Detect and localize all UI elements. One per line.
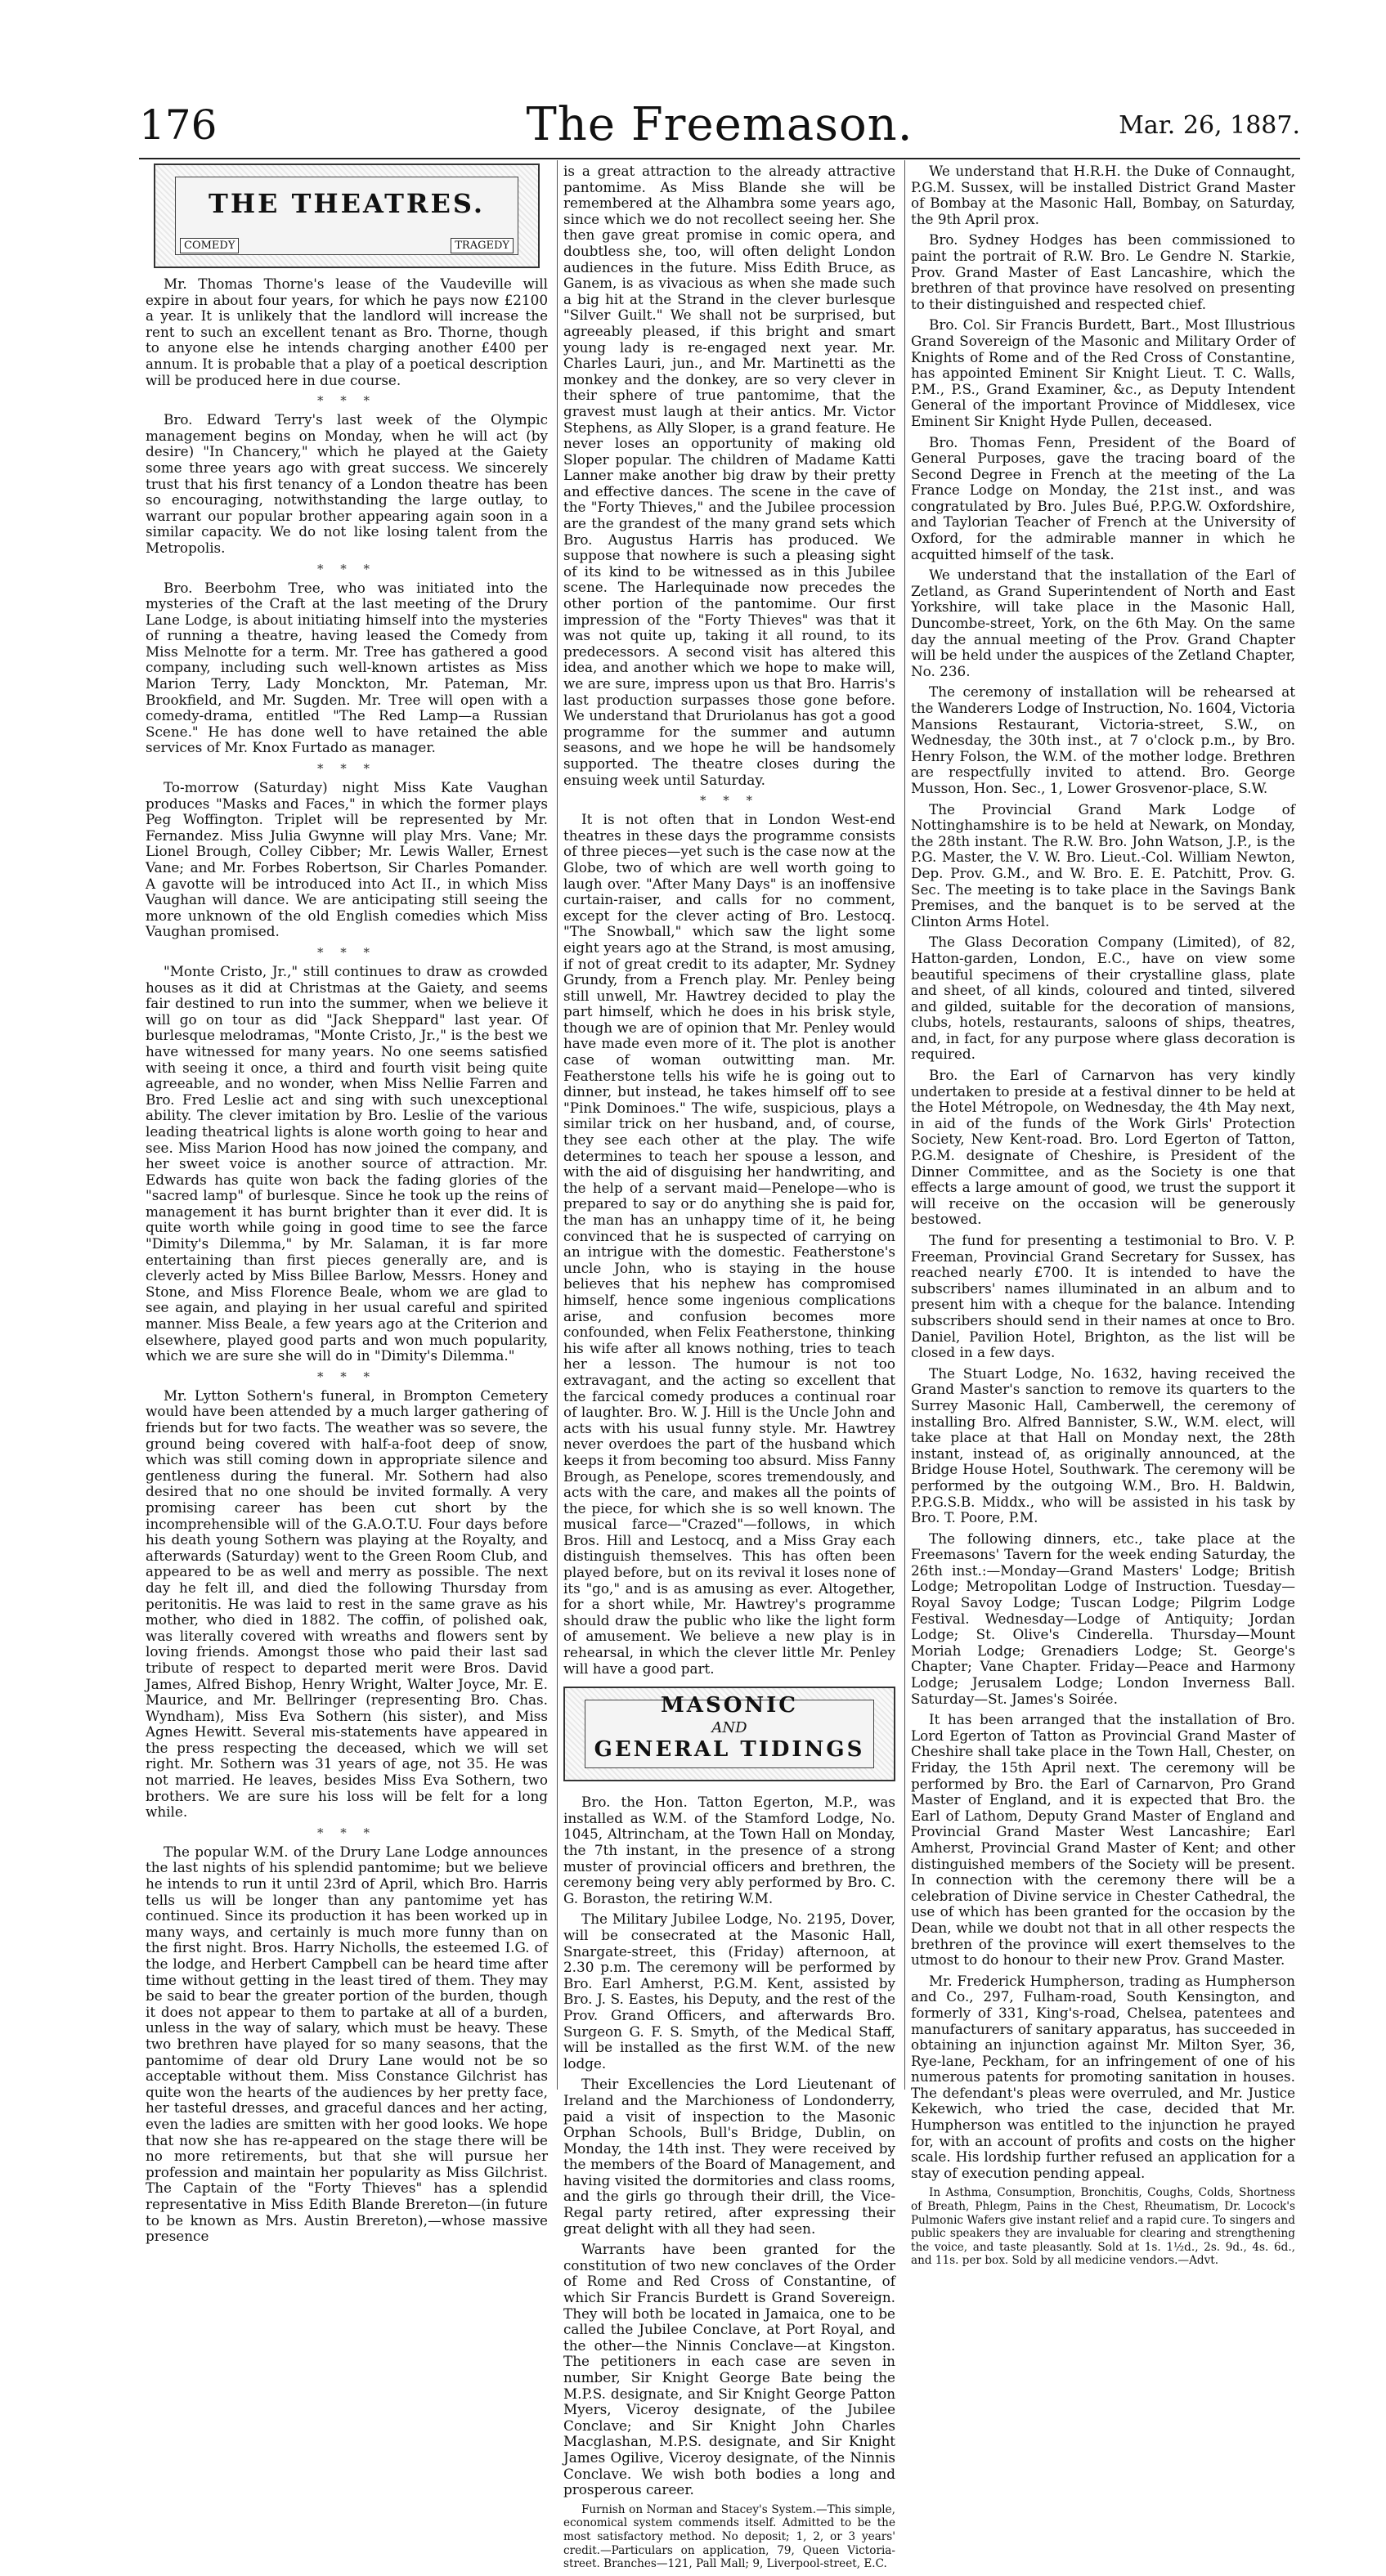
advertisement: In Asthma, Consumption, Bronchitis, Coughs, Colds, Shortness of Breath, Phlegm, Pains in the Chest, Rheumatism, Dr. Locock's Pulmonic Wafers give instant relief and a rapid cure. To singers and public speakers they are invaluable for clearing and strengthening the voice, and taste pleasantly. Sold at 1s. 1½d., 2s. 9d., 4s. 6d., and 11s. per box. Sold by all medicine vendors.—Advt. — [911, 2186, 1295, 2268]
article-paragraph: Mr. Frederick Humpherson, trading as Humpherson and Co., 297, Fulham-road, South Kensington, and formerly of 331, King's-road, Chelsea, patentees and manufacturers of sanitary apparatus, has succeeded in obtaining an injunction against Mr. Milton Syer, 36, Rye-lane, Peckham, for an infringement of one of his numerous patents for promoting sanitation in houses. The defendant's pleas were overruled, and Mr. Justice Kekewich, who tried the case, decided that Mr. Humpherson was entitled to the injunction he prayed for, with an account of profits and costs on the higher scale. His lordship further refused an application for a stay of execution pending appeal. — [911, 1972, 1295, 2181]
article-paragraph: The popular W.M. of the Drury Lane Lodge announces the last nights of his splendid pantomime; but we believe he intends to run it until 23rd of April, which Bro. Harris tells us will be longer than any pantomime yet has continued. Since its production it has been worked up in many ways, and certainly is much more funny than on the first night. Bros. Harry Nicholls, the esteemed I.G. of the lodge, and Herbert Campbell can be heard time after time without getting in the least tired of them. They may be said to bear the greater portion of the burden, though it does not appear to them to partake at all of a burden, unless in the way of salary, which must be heavy. These two brethren have played for so many seasons, that the pantomime of dear old Drury Lane would not be so acceptable without them. Miss Constance Gilchrist has quite won the hearts of the audiences by her pretty face, her tasteful dresses, and graceful dances and her acting, even the ladies are smitten with her good looks. We hope that now she has re-appeared on the stage there will be no more retirements, but that she will pursue her profession and maintain her popularity as Miss Gilchrist. The Captain of the "Forty Thieves" has a splendid representative in Miss Edith Blande Brereton—(in future to be known as Mrs. Austin Brereton),—whose massive presence — [146, 1843, 548, 2245]
article-paragraph: We understand that the installation of the Earl of Zetland, as Grand Superintendent of North and East Yorkshire, will take place in the Masonic Hall, Duncombe-street, York, on the 6th May. On the same day the annual meeting of the Prov. Grand Chapter will be held under the auspices of the Zetland Chapter, No. 236. — [911, 567, 1295, 679]
article-paragraph: Mr. Thomas Thorne's lease of the Vaudeville will expire in about four years, for which he pays now £2100 a year. It is unlikely that the landlord will increase the rent to such an excellent tenant as Bro. Thorne, though to anyone else he intends charging another £400 per annum. It is probable that a play of a poetical description will be produced here in due course. — [146, 276, 548, 388]
section-separator: * * * — [316, 393, 377, 409]
theatres-heading: THE THEATRES. — [209, 188, 485, 219]
article-paragraph: Bro. Edward Terry's last week of the Olympic management begins on Monday, when he will act (by desire) "In Chancery," which he played at the Gaiety some three years ago with great success. We sincerely trust that his first tenancy of a London theatre has been so encouraging, notwithstanding the large outlay, to warrant our popular brother appearing again soon in a similar capacity. We do not like losing talent from the Metropolis. — [146, 411, 548, 556]
column-2 — [563, 164, 895, 2576]
article-paragraph: Bro. Col. Sir Francis Burdett, Bart., Most Illustrious Grand Sovereign of the Masonic and Military Order of Knights of Rome and of the Red Cross of Constantine, has appointed Eminent Sir Knight Lieut. T. C. Walls, P.M., P.S., Grand Examiner, &c., as Deputy Intendent General of the important Province of Middlesex, vice Eminent Sir Knight Hyde Pullen, deceased. — [911, 316, 1295, 429]
article-paragraph: To-morrow (Saturday) night Miss Kate Vaughan produces "Masks and Faces," in which the former plays Peg Woffington. Triplet will be represented by Mr. Fernandez. Miss Julia Gwynne will play Mrs. Vane; Mr. Lionel Brough, Colley Cibber; Mr. Lewis Waller, Ernest Vane; and Mr. Forbes Robertson, Sir Charles Pomander. A gavotte will be introduced into Act II., in which Miss Vaughan will dance. We are anticipating still seeing the more unknown of the old English comedies which Miss Vaughan promised. — [146, 779, 548, 940]
issue-date: Mar. 26, 1887. — [1119, 111, 1300, 140]
article-paragraph: Warrants have been granted for the constitution of two new conclaves of the Order of Rome and Red Cross of Constantine, of which Sir Francis Burdett is Grand Sovereign. They will both be located in Jamaica, one to be called the Jubilee Conclave, at Port Royal, and the other—the Ninnis Conclave—at Kingston. The petitioners in each case are seven in number, Sir Knight George Bate being the M.P.S. designate, and Sir Knight George Patton Myers, Viceroy designate, of the Jubilee Conclave; and Sir Knight John Charles Macglashan, M.P.S. designate, and Sir Knight James Ogilive, Viceroy designate, of the Ninnis Conclave. We wish both bodies a long and prosperous career. — [563, 2241, 895, 2498]
column-divider — [557, 160, 558, 2090]
newspaper-title: The Freemason. — [526, 98, 913, 151]
section-separator: * * * — [316, 944, 377, 960]
section-separator: * * * — [699, 793, 760, 809]
article-paragraph: Bro. Thomas Fenn, President of the Board of General Purposes, gave the tracing board of the Second Degree in French at the meeting of the La France Lodge on Monday, the 21st inst., and was congratulated by Bro. Jules Bué, P.P.G.W. Oxfordshire, and Taylorian Teacher of French at the University of Oxford, for the admirable manner in which he acquitted himself of the task. — [911, 433, 1295, 562]
masonic-tidings-ornament — [563, 1687, 895, 1781]
article-paragraph: The Stuart Lodge, No. 1632, having received the Grand Master's sanction to remove its quarters to the Surrey Masonic Hall, Camberwell, the ceremony of installing Bro. Alfred Bannister, S.W., W.M. elect, will take place at that Hall on Monday next, the 28th instant, instead of, as originally announced, at the Bridge House Hotel, Southwark. The ceremony will be performed by the outgoing W.M., Bro. H. Baldwin, P.P.G.S.B. Middx., who will be assisted in his task by Bro. T. Poore, P.M. — [911, 1364, 1295, 1526]
article-paragraph: Bro. Sydney Hodges has been commissioned to paint the portrait of R.W. Bro. Le Gendre N. Starkie, Prov. Grand Master of East Lancashire, which the brethren of that province have resolved on presenting to their distinguished and respected chief. — [911, 231, 1295, 312]
advertisement: Furnish on Norman and Stacey's System.—This simple, economical system commends itself. Admitted to be the most satisfactory method. No deposit; 1, 2, or 3 years' credit.—Particulars on application, 79, Queen Victoria-street. Branches—121, Pall Mall; 9, Liverpool-street, E.C. — [563, 2502, 895, 2571]
theatres-ornament — [154, 164, 540, 268]
section-separator: * * * — [316, 1825, 377, 1840]
article-paragraph: The following dinners, etc., take place at the Freemasons' Tavern for the week ending Saturday, the 26th inst.:—Monday—Grand Masters' Lodge; British Lodge; Metropolitan Lodge of Instruction. Tuesday—Royal Savoy Lodge; Tuscan Lodge; Pilgrim Lodge Festival. Wednesday—Lodge of Antiquity; Jordan Lodge; St. Olive's Cinderella. Thursday—Mount Moriah Lodge; Grenadiers Lodge; St. George's Chapter; Vane Chapter. Friday—Peace and Harmony Lodge; Jerusalem Lodge; London Inverness Ball. Saturday—St. James's Soirée. — [911, 1530, 1295, 1707]
article-paragraph: "Monte Cristo, Jr.," still continues to draw as crowded houses as it did at Christmas at the Gaiety, and seems fair destined to run into the summer, when we believe it will go on tour as did "Jack Sheppard" last year. Of burlesque melodramas, "Monte Cristo, Jr.," is the best we have witnessed for many years. No one seems satisfied with seeing it once, a third and fourth visit being quite agreeable, and no wonder, when Miss Nellie Farren and Bro. Fred Leslie act and sing with such unexceptional ability. The clever imitation by Bro. Leslie of the various leading theatrical lights is alone worth going to hear and see. Miss Marion Hood has now joined the company, and her sweet voice is another source of attraction. Mr. Edwards has quite won back the fading glories of the "sacred lamp" of burlesque. Since he took up the reins of management it has burnt brighter than it ever did. It is quite worth while going in good time to see the farce "Dimity's Dilemma," by Mr. Salaman, it is far more entertaining than first pieces generally are, and is cleverly acted by Miss Billee Barlow, Messrs. Honey and Stone, and Miss Florence Beale, whom we are glad to see again, and playing in her usual careful and spirited manner. Miss Beale, a few years ago at the Criterion and elsewhere, played good parts and won much popularity, which we are sure she will do in "Dimity's Dilemma." — [146, 962, 548, 1364]
general-tidings-heading: GENERAL TIDINGS — [594, 1737, 865, 1763]
column-3 — [911, 164, 1295, 2273]
article-paragraph: The Glass Decoration Company (Limited), of 82, Hatton-garden, London, E.C., have on view some beautiful specimens of their crystalline glass, plate and sheet, of all kinds, coloured and tinted, silvered and gilded, suitable for the decoration of mansions, clubs, hotels, restaurants, saloons of ships, theatres, and, in fact, for any purpose where glass decoration is required. — [911, 934, 1295, 1063]
article-paragraph: It has been arranged that the installation of Bro. Lord Egerton of Tatton as Provincial Grand Master of Cheshire shall take place in the Town Hall, Chester, on Friday, the 15th April next. The ceremony will be performed by Bro. the Earl of Carnarvon, Pro Grand Master of England, and it is expected that Bro. the Earl of Lathom, Deputy Grand Master of England and Provincial Grand Master West Lancashire; Earl Amherst, Provincial Grand Master of Kent; and other distinguished members of the Society will be present. In connection with the ceremony there will be a celebration of Divine service in Chester Cathedral, the use of which has been granted for the occasion by the Dean, while we doubt not that in all other respects the brethren of the province will exert themselves to the utmost to do honour to their new Prov. Grand Master. — [911, 1711, 1295, 1969]
article-paragraph: Mr. Lytton Sothern's funeral, in Brompton Cemetery would have been attended by a much larger gathering of friends but for two facts. The weather was so severe, the ground being covered with half-a-foot deep of snow, which was still coming down in appropriate silence and gentleness during the funeral. Mr. Sothern had also desired that no one should be invited formally. A very promising career has been cut short by the incomprehensible will of the G.A.O.T.U. Four days before his death young Sothern was playing at the Royalty, and afterwards (Saturday) went to the Green Room Club, and appeared to be as well and merry as possible. The next day he felt ill, and died the following Thursday from peritonitis. He was laid to rest in the same grave as his mother, who died in 1882. The coffin, of polished oak, was literally covered with wreaths and flowers sent by loving friends. Amongst those who paid their last sad tribute of respect to departed merit were Bros. David James, Alfred Bishop, Henry Wright, Walter Joyce, Mr. E. Maurice, and Mr. Bellringer (representing Bro. Chas. Wyndham), Miss Eva Sothern (his sister), and Miss Agnes Hewitt. Several mis-statements have appeared in the press respecting the deceased, which we will set right. Mr. Sothern was 31 years of age, not 35. He was not married. He leaves, besides Miss Eva Sothern, two brothers. We are sure his loss will be felt for a long while. — [146, 1387, 548, 1821]
tragedy-label: TRAGEDY — [451, 238, 514, 253]
article-paragraph: is a great attraction to the already attractive pantomime. As Miss Blande she will be remembered at the Alhambra some years ago, since which we do not recollect seeing her. She then gave great promise in comic opera, and doubtless she, too, will often delight London audiences in the future. Miss Edith Bruce, as Ganem, is as vivacious as when she made such a big hit at the Strand in the clever burlesque "Silver Guilt." We shall not be surprised, but agreeably pleased, if this bright and smart young lady is re-engaged next year. Mr. Charles Lauri, jun., and Mr. Martinetti as the monkey and the donkey, are so very clever in their sphere of true pantomime, that the gravest must laugh at their antics. Mr. Victor Stephens, as Ally Sloper, is a grand feature. He never loses an opportunity of making old Sloper popular. The children of Madame Katti Lanner make another big draw by their pretty and effective dances. The scene in the cave of the "Forty Thieves," and the Jubilee procession are the grandest of the many grand sets which Bro. Augustus Harris has produced. We suppose that nowhere is such a pleasing sight of its kind to be witnessed as in this Jubilee scene. The Harlequinade now precedes the other portion of the pantomime. Our first impression of the "Forty Thieves" was that it was not quite up, taking it all round, to its predecessors. A second visit has altered this idea, and another which we hope to make will, we are sure, impress upon us that Bro. Harris's last production surpasses those gone before. We understand that Druriolanus has got a good programme for the summer and autumn seasons, and we hope he will be handsomely supported. The theatre closes during the ensuing week until Saturday. — [563, 163, 895, 788]
comedy-label: COMEDY — [180, 238, 239, 253]
column-divider — [904, 160, 905, 2090]
masonic-heading: MASONIC — [661, 1693, 798, 1718]
article-paragraph: It is not often that in London West-end theatres in these days the programme consists of three pieces—yet such is the case now at the Globe, two of which are well worth going to laugh over. "After Many Days" is an inoffensive curtain-raiser, and calls for no comment, except for the clever acting of Bro. Lestocq. "The Snowball," which saw the light some eight years ago at the Strand, is most amusing, if not of great credit to its adapter, Mr. Sydney Grundy, from a French play. Mr. Penley being still unwell, Mr. Hawtrey decided to play the part himself, which he does in his brisk style, though we are of opinion that Mr. Penley would have made even more of it. The plot is another case of woman outwitting man. Mr. Featherstone tells his wife he is going out to dinner, but instead, he takes himself off to see "Pink Dominoes." The wife, suspicious, plays a similar trick on her husband, and, of course, they see each other at the play. The wife determines to teach her spouse a lesson, and with the aid of disguising her handwriting, and the help of a servant maid—Penelope—who is prepared to say or do anything she is paid for, the man has an unhappy time of it, he being convinced that he is suspected of carrying on an intrigue with the domestic. Featherstone's uncle John, who is staying in the house believes that his nephew has compromised himself, hence some ingenious complications arise, and confusion becomes more confounded, when Felix Featherstone, thinking his wife after all knows nothing, tries to teach her a lesson. The humour is not too extravagant, and the acting so excellent that the farcical comedy produces a continual roar of laughter. Bro. W. J. Hill is the Uncle John and acts with his usual funny style. Mr. Hawtrey never overdoes the part of the husband which keeps it from becoming too absurd. Miss Fanny Brough, as Penelope, scores tremendously, and acts with the care, and makes all the points of the piece, for which she is so well known. The musical farce—"Crazed"—follows, in which Bros. Hill and Lestocq, and a Miss Gray each distinguish themselves. This has often been played before, but on its revival it loses none of its "go," and is as amusing as ever. Altogether, for a short while, Mr. Hawtrey's programme should draw the public who like the light form of amusement. We believe a new play is in rehearsal, in which the clever little Mr. Penley will have a good part. — [563, 811, 895, 1677]
article-paragraph: The Military Jubilee Lodge, No. 2195, Dover, will be consecrated at the Masonic Hall, Snargate-street, this (Friday) afternoon, at 2.30 p.m. The ceremony will be performed by Bro. Earl Amherst, P.G.M. Kent, assisted by Bro. J. S. Eastes, his Deputy, and the rest of the Prov. Grand Officers, and afterwards Bro. Surgeon G. F. S. Smyth, of the Medical Staff, will be installed as the first W.M. of the new lodge. — [563, 1911, 895, 2072]
article-paragraph: Their Excellencies the Lord Lieutenant of Ireland and the Marchioness of Londonderry, paid a visit of inspection to the Masonic Orphan Schools, Bull's Bridge, Dublin, on Monday, the 14th inst. They were received by the members of the Board of Management, and having visited the dormitories and class rooms, and the girls go through their drill, the Vice-Regal party retired, after expressing their great delight with all they had seen. — [563, 2076, 895, 2237]
section-separator: * * * — [316, 561, 377, 576]
section-separator: * * * — [316, 761, 377, 777]
column-1 — [146, 164, 548, 2250]
article-paragraph: Bro. Beerbohm Tree, who was initiated into the mysteries of the Craft at the last meeting of the Drury Lane Lodge, is about initiating himself into the mysteries of running a theatre, having leased the Comedy from Miss Melnotte for a term. Mr. Tree has gathered a good company, including such well-known artistes as Miss Marion Terry, Lady Monckton, Mr. Pateman, Mr. Brookfield, and Mr. Sugden. Mr. Tree will open with a comedy-drama, entitled "The Red Lamp—a Russian Scene." He has done well to have retained the able services of Mr. Knox Furtado as manager. — [146, 579, 548, 756]
article-paragraph: The ceremony of installation will be rehearsed at the Wanderers Lodge of Instruction, No. 1604, Victoria Mansions Restaurant, Victoria-street, S.W., on Wednesday, the 30th inst., at 7 o'clock p.m., by Bro. Henry Folson, the W.M. of the mother lodge. Brethren are respectfully invited to attend. Bro. George Musson, Hon. Sec., 1, Lower Grosvenor-place, S.W. — [911, 683, 1295, 796]
page-number: 176 — [139, 101, 218, 149]
article-paragraph: The fund for presenting a testimonial to Bro. V. P. Freeman, Provincial Grand Secretary for Sussex, has reached nearly £700. It is intended to have the subscribers' names illuminated in an album and to present him with a cheque for the balance. Intending subscribers should send in their names at once to Bro. Daniel, Pavilion Hotel, Brighton, as the list will be closed in a few days. — [911, 1232, 1295, 1361]
article-paragraph: We understand that H.R.H. the Duke of Connaught, P.G.M. Sussex, will be installed District Grand Master of Bombay at the Masonic Hall, Bombay, on Saturday, the 9th April prox. — [911, 163, 1295, 227]
masthead-rule — [139, 158, 1300, 159]
article-paragraph: Bro. the Earl of Carnarvon has very kindly undertaken to preside at a festival dinner to be held at the Hotel Métropole, on Wednesday, the 4th May next, in aid of the funds of the Work Girls' Protection Society, New Kent-road. Bro. Lord Egerton of Tatton, P.G.M. designate of Cheshire, is President of the Dinner Committee, and as the Society is one that effects a large amount of good, we trust the support it will receive on the occasion will be generously bestowed. — [911, 1067, 1295, 1228]
masonic-heading-and: AND — [711, 1719, 747, 1737]
masthead — [139, 96, 1300, 154]
section-separator: * * * — [316, 1369, 377, 1384]
article-paragraph: Bro. the Hon. Tatton Egerton, M.P., was installed as W.M. of the Stamford Lodge, No. 1045, Altrincham, at the Town Hall on Monday, the 7th instant, in the presence of a strong muster of provincial officers and brethren, the ceremony being very ably performed by Bro. C. G. Boraston, the retiring W.M. — [563, 1794, 895, 1906]
article-paragraph: The Provincial Grand Mark Lodge of Nottinghamshire is to be held at Newark, on Monday, the 28th instant. The R.W. Bro. John Watson, J.P., is the P.G. Master, the V. W. Bro. Lieut.-Col. William Newton, Dep. Prov. G.M., and W. Bro. E. E. Patchitt, Prov. G. Sec. The meeting is to take place in the Savings Bank Premises, and the banquet is to be served at the Clinton Arms Hotel. — [911, 800, 1295, 930]
